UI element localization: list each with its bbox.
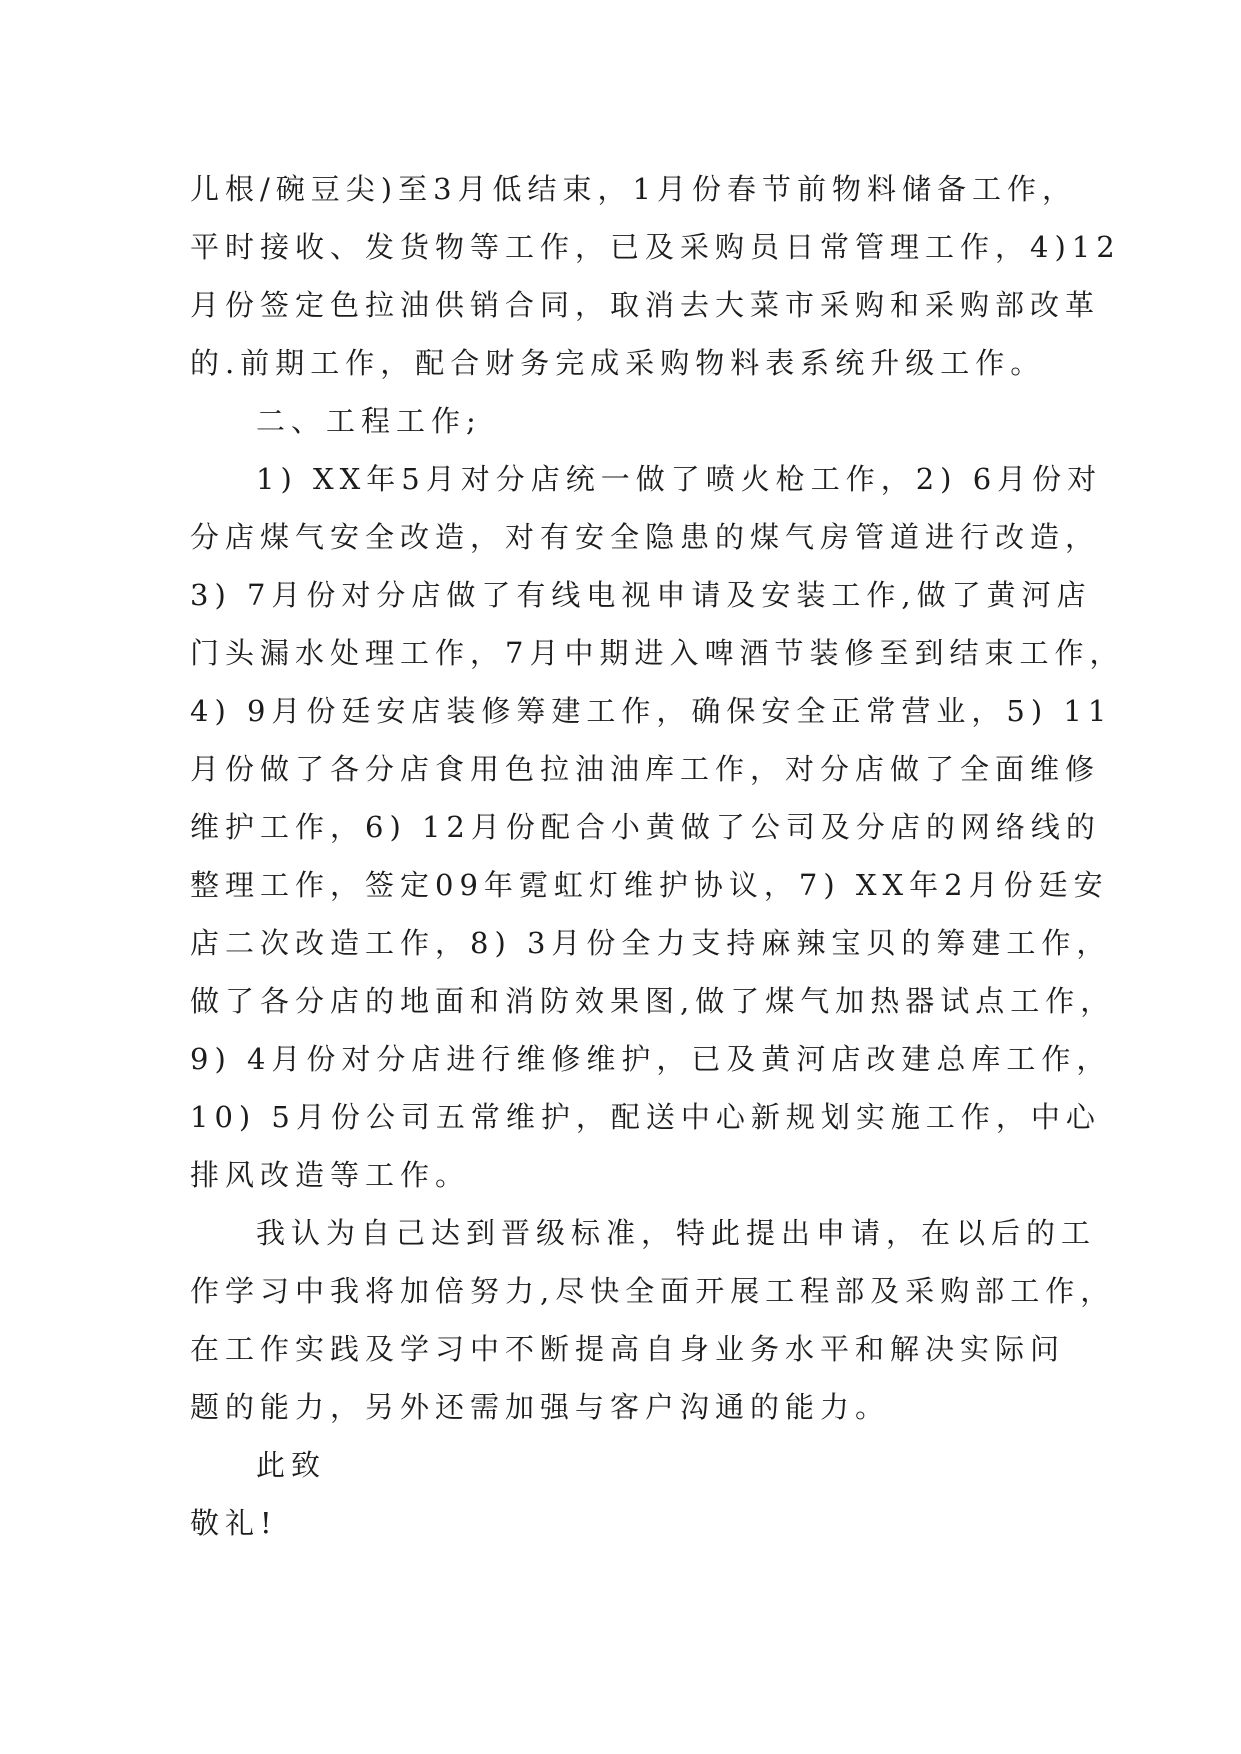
- text-line: 我认为自己达到晋级标准，特此提出申请，在以后的工: [256, 1216, 1097, 1250]
- text-line: 在工作实践及学习中不断提高自身业务水平和解决实际问: [190, 1332, 1066, 1366]
- text-line: 1) XX年5月对分店统一做了喷火枪工作，2) 6月份对: [256, 462, 1103, 496]
- text-line: 10) 5月份公司五常维护，配送中心新规划实施工作，中心: [190, 1100, 1101, 1134]
- text-line: 二、工程工作;: [256, 404, 482, 438]
- text-line: 门头漏水处理工作，7月中期进入啤酒节装修至到结束工作，: [190, 636, 1125, 670]
- text-line: 此致: [256, 1448, 327, 1482]
- text-line: 维护工作，6) 12月份配合小黄做了公司及分店的网络线的: [190, 810, 1101, 844]
- text-line: 敬礼!: [190, 1506, 278, 1540]
- text-line: 排风改造等工作。: [190, 1158, 471, 1192]
- document-body: [190, 160, 1125, 1552]
- text-line: 4) 9月份廷安店装修筹建工作，确保安全正常营业，5) 11: [190, 694, 1113, 728]
- text-line: 题的能力，另外还需加强与客户沟通的能力。: [190, 1390, 891, 1424]
- text-line: 分店煤气安全改造，对有安全隐患的煤气房管道进行改造，: [190, 520, 1101, 554]
- text-line: 月份签定色拉油供销合同，取消去大菜市采购和采购部改革: [190, 288, 1101, 322]
- text-line: 儿根/碗豆尖)至3月低结束，1月份春节前物料储备工作，: [190, 172, 1077, 206]
- text-line: 3) 7月份对分店做了有线电视申请及安装工作,做了黄河店: [190, 578, 1092, 612]
- text-line: 整理工作，签定09年霓虹灯维护协议，7) XX年2月份廷安: [190, 868, 1109, 902]
- text-line: 平时接收、发货物等工作，已及采购员日常管理工作，4)12: [190, 230, 1121, 264]
- text-line: 店二次改造工作，8) 3月份全力支持麻辣宝贝的筹建工作，: [190, 926, 1112, 960]
- text-line: 做了各分店的地面和消防效果图,做了煤气加热器试点工作，: [190, 984, 1116, 1018]
- text-line: 作学习中我将加倍努力,尽快全面开展工程部及采购部工作，: [190, 1274, 1116, 1308]
- text-line: 的.前期工作，配合财务完成采购物料表系统升级工作。: [190, 346, 1046, 380]
- text-line: 月份做了各分店食用色拉油油库工作，对分店做了全面维修: [190, 752, 1101, 786]
- text-line: 9) 4月份对分店进行维修维护，已及黄河店改建总库工作，: [190, 1042, 1112, 1076]
